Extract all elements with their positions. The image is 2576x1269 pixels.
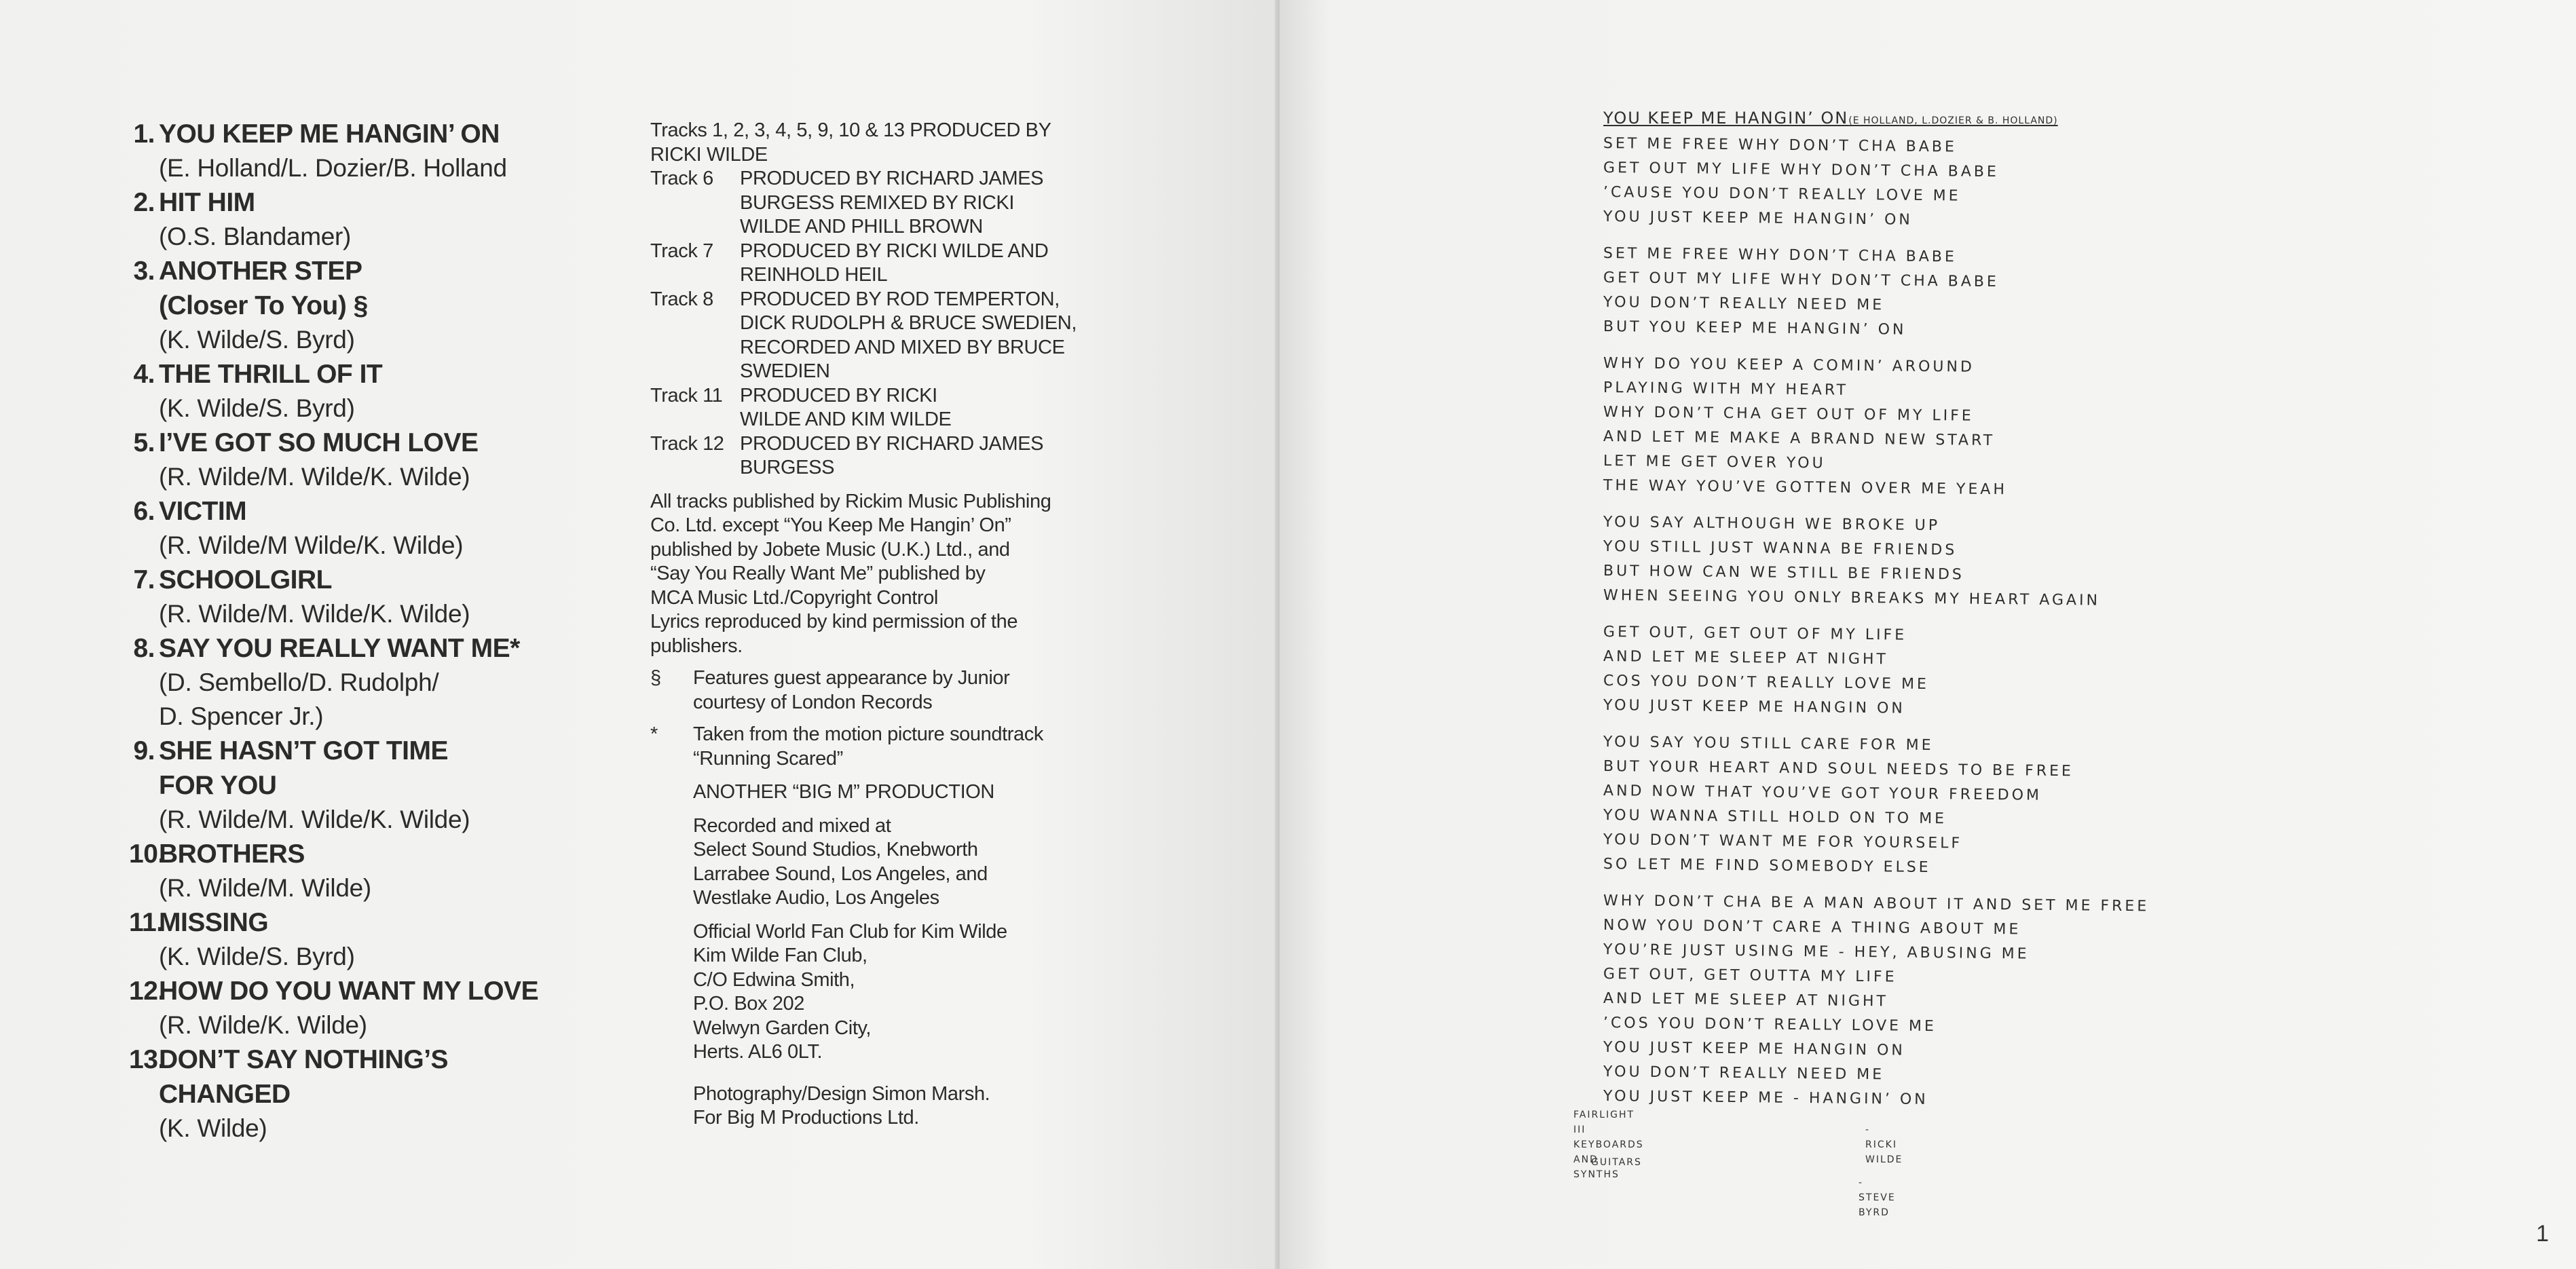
track-songwriters: (K. Wilde) xyxy=(159,1114,267,1142)
track-number: 1. xyxy=(133,119,155,149)
lyric-line: SET ME FREE WHY DON’T CHA BABE xyxy=(1603,135,1957,156)
footnote-symbol: § xyxy=(650,667,661,689)
lyric-line: BUT YOUR HEART AND SOUL NEEDS TO BE FREE xyxy=(1603,758,2074,780)
footnote xyxy=(650,723,1139,771)
track-songwriters: (R. Wilde/M. Wilde) xyxy=(159,874,371,902)
page-number: 1 xyxy=(2536,1221,2549,1247)
lyrics-stanza xyxy=(1603,620,2160,718)
lyric-line: AND NOW THAT YOU’VE GOT YOUR FREEDOM xyxy=(1603,782,2042,804)
track-item xyxy=(129,837,618,905)
track-title: BROTHERS xyxy=(159,839,305,869)
track-songwriters: (R. Wilde/M. Wilde/K. Wilde) xyxy=(159,806,470,833)
track-item xyxy=(129,905,618,974)
track-item xyxy=(129,734,618,837)
recording-studios: Recorded and mixed at Select Sound Studios, Knebworth Larrabee Sound, Los Angeles, and Westlake Audio, Los Angeles xyxy=(693,814,988,909)
track-heading xyxy=(129,837,618,871)
track-heading xyxy=(129,357,618,392)
lyric-line: YOU DON’T REALLY NEED ME xyxy=(1603,294,1885,314)
left-page xyxy=(0,0,1280,1269)
track-songwriters: (E. Holland/L. Dozier/B. Holland xyxy=(159,154,507,182)
lyric-line: NOW YOU DON’T CARE A THING ABOUT ME xyxy=(1603,917,2021,939)
footnotes xyxy=(650,666,1139,771)
lyric-line: YOU STILL JUST WANNA BE FRIENDS xyxy=(1603,538,1958,559)
production-track-text: PRODUCED BY ROD TEMPERTON, DICK RUDOLPH & BRUCE SWEDIEN, RECORDED AND MIXED BY BRUCE SWEDIEN xyxy=(740,288,1077,382)
track-title: HIT HIM xyxy=(159,188,255,217)
track-songwriters: (R. Wilde/M Wilde/K. Wilde) xyxy=(159,531,464,559)
lyrics-stanza xyxy=(1603,510,2160,608)
lyric-line: YOU DON’T REALLY NEED ME xyxy=(1603,1063,1885,1084)
track-item xyxy=(129,425,618,494)
track-item xyxy=(129,631,618,734)
track-title: MISSING xyxy=(159,908,269,937)
track-title: ANOTHER STEP (Closer To You) § xyxy=(159,257,368,320)
lyric-line: GET OUT, GET OUT OF MY LIFE xyxy=(1603,624,1907,644)
track-title: DON’T SAY NOTHING’S CHANGED xyxy=(159,1045,449,1109)
lyric-line: WHY DO YOU KEEP A COMIN’ AROUND xyxy=(1603,355,1975,376)
track-heading xyxy=(129,117,618,151)
track-title: SAY YOU REALLY WANT ME* xyxy=(159,634,520,663)
footnote-text: Taken from the motion picture soundtrack “Running Scared” xyxy=(693,723,1043,770)
track-item xyxy=(129,117,618,185)
guitars-credit-label: GUITARS xyxy=(1591,1157,1642,1168)
design-credit: Photography/Design Simon Marsh. For Big M Productions Ltd. xyxy=(693,1082,990,1129)
track-title: HOW DO YOU WANT MY LOVE xyxy=(159,977,539,1006)
lyric-line: AND LET ME SLEEP AT NIGHT xyxy=(1603,990,1889,1010)
lyric-line: GET OUT, GET OUTTA MY LIFE xyxy=(1603,966,1897,986)
lyrics-stanza xyxy=(1603,352,2160,498)
lyric-line: PLAYING WITH MY HEART xyxy=(1603,379,1849,399)
track-heading xyxy=(129,1042,618,1112)
track-heading xyxy=(129,563,618,597)
lyric-line: SO LET ME FIND SOMEBODY ELSE xyxy=(1603,856,1931,877)
handwritten-lyrics xyxy=(1603,109,2160,1121)
lyric-line: LET ME GET OVER YOU xyxy=(1603,453,1826,472)
track-heading xyxy=(129,974,618,1008)
track-item xyxy=(129,494,618,563)
lyrics-song-title: YOU KEEP ME HANGIN’ ON xyxy=(1603,109,1849,128)
track-heading xyxy=(129,494,618,529)
lyric-line: ’CAUSE YOU DON’T REALLY LOVE ME xyxy=(1603,184,1961,205)
track-title: I’VE GOT SO MUCH LOVE xyxy=(159,428,479,457)
production-credits xyxy=(650,167,1139,480)
track-songwriters: (R. Wilde/M. Wilde/K. Wilde) xyxy=(159,600,470,628)
production-credit-row xyxy=(650,167,1139,240)
lyric-line: COS YOU DON’T REALLY LOVE ME xyxy=(1603,673,1930,694)
lyric-line: WHEN SEEING YOU ONLY BREAKS MY HEART AGAIN xyxy=(1603,587,2101,609)
track-title: SHE HASN’T GOT TIME FOR YOU xyxy=(159,736,449,800)
production-track-text: PRODUCED BY RICKI WILDE AND KIM WILDE xyxy=(740,384,952,430)
lyrics-writers: (E HOLLAND, L.DOZIER & B. HOLLAND) xyxy=(1848,115,2058,126)
produced-intro: Tracks 1, 2, 3, 4, 5, 9, 10 & 13 PRODUCED BY RICKI WILDE xyxy=(650,119,1051,166)
lyric-line: WHY DON’T CHA BE A MAN ABOUT IT AND SET ME FREE xyxy=(1603,892,2150,915)
track-heading xyxy=(129,905,618,940)
track-number: 12. xyxy=(129,977,165,1006)
lyric-line: YOU DON’T WANT ME FOR YOURSELF xyxy=(1603,831,1963,852)
track-number: 2. xyxy=(133,188,155,217)
track-number: 6. xyxy=(133,497,155,526)
track-number: 5. xyxy=(133,428,155,457)
guitars-credit-name: -STEVE BYRD xyxy=(1859,1177,1896,1218)
production-track-text: PRODUCED BY RICKI WILDE AND REINHOLD HEIL xyxy=(740,240,1049,286)
track-title: SCHOOLGIRL xyxy=(159,565,332,594)
production-track-label: Track 8 xyxy=(650,288,713,310)
lyrics-title xyxy=(1603,109,2160,128)
production-track-text: PRODUCED BY RICHARD JAMES BURGESS REMIXED BY RICKI WILDE AND PHILL BROWN xyxy=(740,168,1044,238)
track-item xyxy=(129,563,618,631)
lyric-line: WHY DON’T CHA GET OUT OF MY LIFE xyxy=(1603,404,1974,425)
lyric-line: THE WAY YOU’VE GOTTEN OVER ME YEAH xyxy=(1603,477,2008,499)
track-heading xyxy=(129,185,618,220)
production-credit-row xyxy=(650,432,1139,480)
lyric-line: YOU’RE JUST USING ME - HEY, ABUSING ME xyxy=(1603,941,2030,963)
track-title: YOU KEEP ME HANGIN’ ON xyxy=(159,119,500,149)
track-songwriters: (D. Sembello/D. Rudolph/ D. Spencer Jr.) xyxy=(159,668,439,730)
lyrics-stanza xyxy=(1603,132,2160,229)
lyric-line: YOU WANNA STILL HOLD ON TO ME xyxy=(1603,807,1947,828)
track-item xyxy=(129,254,618,357)
lyric-line: SET ME FREE WHY DON’T CHA BABE xyxy=(1603,245,1957,266)
footnote xyxy=(650,666,1139,715)
track-item xyxy=(129,185,618,254)
track-number: 10. xyxy=(129,839,165,869)
track-number: 13. xyxy=(129,1045,165,1074)
track-number: 8. xyxy=(133,634,155,663)
track-songwriters: (K. Wilde/S. Byrd) xyxy=(159,326,355,354)
lyric-line: YOU SAY YOU STILL CARE FOR ME xyxy=(1603,734,1934,755)
track-heading xyxy=(129,734,618,803)
lyric-line: GET OUT MY LIFE WHY DON’T CHA BABE xyxy=(1603,269,1999,291)
production-track-label: Track 6 xyxy=(650,168,713,189)
lyrics-stanza xyxy=(1603,242,2160,339)
track-title: VICTIM xyxy=(159,497,247,526)
lyric-line: YOU JUST KEEP ME HANGIN ON xyxy=(1603,1039,1905,1059)
track-list xyxy=(129,117,618,1145)
production-track-label: Track 12 xyxy=(650,432,724,455)
track-songwriters: (R. Wilde/M. Wilde/K. Wilde) xyxy=(159,463,470,491)
track-songwriters: (O.S. Blandamer) xyxy=(159,223,352,250)
lyric-line: BUT HOW CAN WE STILL BE FRIENDS xyxy=(1603,563,1964,584)
track-number: 9. xyxy=(133,736,155,765)
fan-club-address: Official World Fan Club for Kim Wilde Kim Wilde Fan Club, C/O Edwina Smith, P.O. Box 202 Welwyn Garden City, Herts. AL6 0LT. xyxy=(693,920,1007,1063)
production-company: ANOTHER “BIG M” PRODUCTION xyxy=(693,781,994,803)
lyric-line: AND LET ME MAKE A BRAND NEW START xyxy=(1603,428,1996,450)
track-heading xyxy=(129,425,618,460)
track-heading xyxy=(129,254,618,323)
lyric-line: YOU SAY ALTHOUGH WE BROKE UP xyxy=(1603,514,1941,535)
lyric-line: YOU JUST KEEP ME HANGIN ON xyxy=(1603,697,1905,717)
track-item xyxy=(129,1042,618,1145)
track-number: 11. xyxy=(129,908,164,937)
footnote-text: Features guest appearance by Junior courtesy of London Records xyxy=(693,667,1010,713)
track-number: 4. xyxy=(133,360,155,389)
keyboards-credit-name: - RICKI WILDE xyxy=(1865,1124,1903,1165)
track-item xyxy=(129,974,618,1042)
publishing-note: All tracks published by Rickim Music Publishing Co. Ltd. except “You Keep Me Hangin’ On” published by Jobete Music (U.K.) Ltd., and “Say You Really Want Me” published by MCA Music Ltd./Copyright Control Lyrics reproduced by kind permission of the publishers. xyxy=(650,490,1051,657)
track-heading xyxy=(129,631,618,666)
lyrics-stanza xyxy=(1603,730,2160,877)
track-songwriters: (K. Wilde/S. Byrd) xyxy=(159,394,355,422)
lyric-line: AND LET ME SLEEP AT NIGHT xyxy=(1603,648,1889,668)
track-songwriters: (K. Wilde/S. Byrd) xyxy=(159,943,355,970)
production-track-text: PRODUCED BY RICHARD JAMES BURGESS xyxy=(740,432,1044,478)
production-track-label: Track 11 xyxy=(650,384,723,406)
production-credit-row xyxy=(650,384,1139,432)
lyric-line: BUT YOU KEEP ME HANGIN’ ON xyxy=(1603,318,1907,339)
production-track-label: Track 7 xyxy=(650,240,713,262)
lyric-line: YOU JUST KEEP ME HANGIN’ ON xyxy=(1603,208,1913,229)
track-number: 7. xyxy=(133,565,155,594)
lyric-line: YOU JUST KEEP ME - HANGIN’ ON xyxy=(1603,1088,1928,1109)
lyric-line: ’COS YOU DON’T REALLY LOVE ME xyxy=(1603,1015,1937,1036)
production-credit-row xyxy=(650,240,1139,288)
lyrics-stanza xyxy=(1603,889,2160,1109)
production-credit-row xyxy=(650,288,1139,384)
track-songwriters: (R. Wilde/K. Wilde) xyxy=(159,1011,367,1039)
lyric-line: GET OUT MY LIFE WHY DON’T CHA BABE xyxy=(1603,159,1999,181)
track-title: THE THRILL OF IT xyxy=(159,360,383,389)
track-number: 3. xyxy=(133,257,155,286)
keyboards-credit-label: FAIRLIGHT III KEYBOARDS AND SYNTHS xyxy=(1573,1110,1644,1180)
liner-notes xyxy=(650,119,1139,1131)
lyrics-stanzas xyxy=(1603,132,2160,1109)
footnote-symbol: * xyxy=(650,723,658,745)
track-item xyxy=(129,357,618,425)
